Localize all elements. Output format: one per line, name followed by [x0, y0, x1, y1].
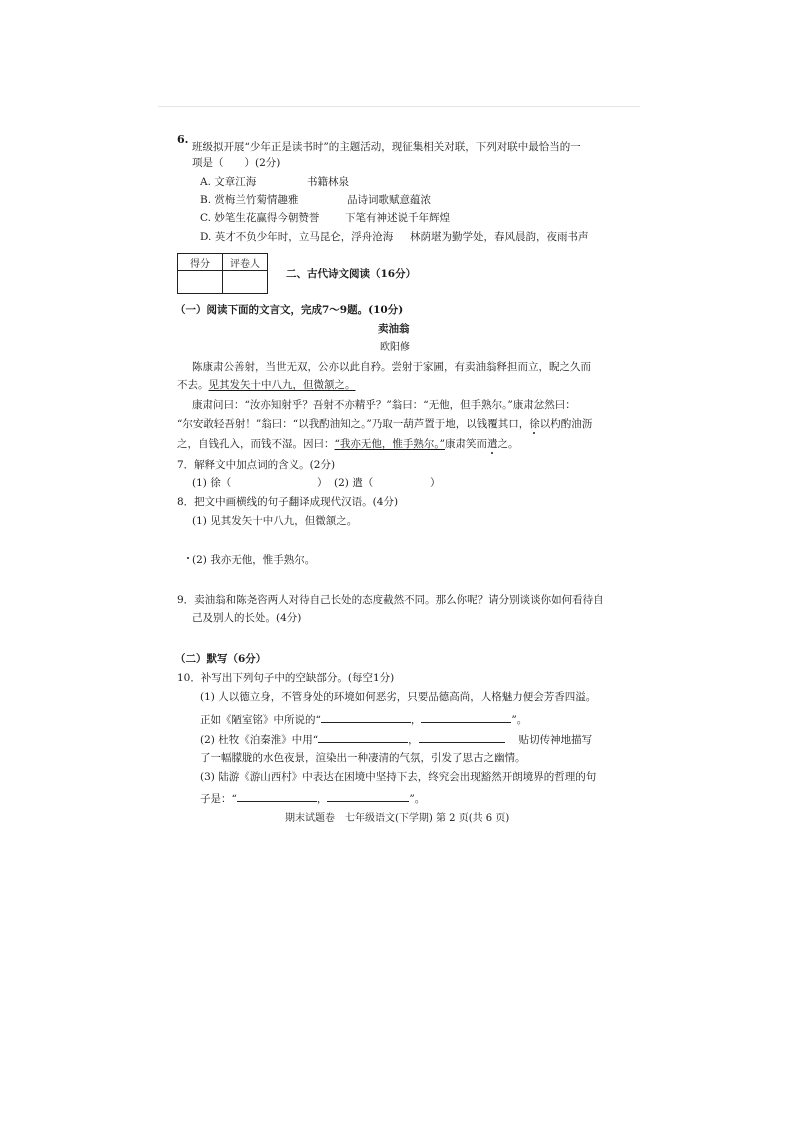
grader-header: 评卷人	[223, 254, 268, 271]
blank-4[interactable]	[419, 731, 505, 743]
q10-line6-text: 子是：“	[200, 793, 237, 805]
q9-line2: 己及别人的长处。(4分)	[192, 612, 302, 624]
page-footer: 期末试题卷 七年级语文(下学期) 第 2 页(共 6 页)	[285, 813, 510, 824]
q6-option-b-right: 品诗词歌赋意蕴浓	[347, 194, 431, 206]
blank-5[interactable]	[237, 790, 317, 802]
blank-2[interactable]	[421, 711, 511, 723]
q8-sentence-1: (1) 见其发矢十中八九，但微颔之。	[192, 515, 358, 527]
part1-header: （一）阅读下面的文言文，完成7～9题。(10分)	[175, 304, 404, 316]
passage-title: 卖油翁	[378, 323, 410, 335]
blank-comma-1: ，	[410, 714, 422, 726]
passage-author: 欧阳修	[380, 342, 410, 353]
q6-option-d: D. 英才不负少年时，立马昆仑，浮舟沧海	[200, 231, 394, 243]
q6-number: 6.	[177, 133, 189, 146]
q10-line4: 了一幅朦胧的水色夜景，渲染出一种凄清的气氛，引发了思古之幽情。	[200, 752, 526, 764]
q8-stem: 8．把文中画横线的句子翻译成现代汉语。(4分)	[177, 496, 399, 508]
q6-option-b: B. 赏梅兰竹菊情趣雅	[200, 194, 299, 206]
blank-close-1: ”。	[511, 714, 528, 726]
q9-line1: 9．卖油翁和陈尧咨两人对待自己长处的态度截然不同。那么你呢？请分别谈谈你如何看待自	[177, 594, 604, 606]
blank-comma-3: ，	[316, 793, 328, 805]
blank-close-3: ”。	[409, 793, 426, 805]
blank-1[interactable]	[321, 711, 411, 723]
q7-stem: 7．解释文中加点词的含义。(2分)	[177, 459, 336, 471]
q10-line3-text: (2) 杜牧《泊秦淮》中用“	[200, 734, 319, 746]
score-header: 得分	[178, 254, 223, 271]
blank-3[interactable]	[318, 731, 408, 743]
passage-p3-mid: 康肃笑而	[445, 438, 487, 450]
underlined-sentence-1: 见其发矢十中八九，但微颔之。	[208, 379, 356, 391]
passage-p1-line2	[177, 378, 356, 392]
q6-option-d-right: 林荫堪为勤学处，春风晨韵，夜雨书声	[410, 231, 589, 243]
score-table	[177, 253, 268, 294]
blank-6[interactable]	[327, 790, 409, 802]
q10-line1: (1) 人以德立身，不管身处的环境如何恶劣，只要品德高尚，人格魅力便会芳香四溢。	[200, 691, 597, 703]
q6-stem-line1: 班级拟开展“少年正是读书时”的主题活动，现征集相关对联，下列对联中最恰当的一	[192, 141, 581, 153]
q6-stem-line2: 项是（ ）(2分)	[192, 157, 281, 169]
q10-line6	[200, 790, 425, 806]
passage-p1-pre: 不去。	[177, 379, 209, 391]
passage-p2-line1: 康肃问曰：“汝亦知射乎？吾射不亦精乎？”翁曰：“无他，但手熟尔。”康肃忿然曰：	[192, 399, 576, 411]
q7-item2: (2) 遣（	[334, 477, 374, 489]
part2-header: （二）默写（6分）	[175, 653, 267, 665]
q7-item2-close: ）	[430, 477, 441, 489]
dotted-word-qian: 遣	[487, 438, 498, 450]
passage-p1-line1: 陈康肃公善射，当世无双，公亦以此自矜。尝射于家圃，有卖油翁释担而立，睨之久而	[192, 361, 591, 373]
q10-stem: 10．补写出下列句子中的空缺部分。(每空1分)	[177, 672, 395, 684]
q8-sentence-2: (2) 我亦无他，惟手熟尔。	[192, 554, 316, 566]
q7-item1: (1) 徐（	[192, 477, 232, 489]
q7-item1-close: ）	[317, 477, 328, 489]
passage-p2-post: 以杓酌油沥	[539, 418, 593, 430]
passage-p3-post: 之。	[497, 438, 519, 450]
grader-cell[interactable]	[223, 271, 268, 294]
passage-p2-line3	[177, 437, 519, 451]
scan-mark	[187, 557, 189, 559]
passage-p2-pre: “尔安敢轻吾射！”翁曰：“以我酌油知之。”乃取一葫芦置于地，以钱覆其口，	[177, 418, 530, 430]
underlined-sentence-2: “我亦无他，惟手熟尔。”	[334, 438, 445, 450]
blank-comma-2: ，	[408, 734, 419, 746]
passage-p3-pre: 之，自钱孔入，而钱不湿。因曰：	[177, 438, 335, 450]
q10-line2-text: 正如《陋室铭》中所说的“	[200, 714, 321, 726]
q10-line5: (3) 陆游《游山西村》中表达在困境中坚持下去，终究会出现豁然开朗境界的哲理的句	[200, 771, 597, 783]
q10-line2	[200, 711, 527, 727]
q10-line3	[200, 731, 592, 747]
q6-option-a-right: 书籍林泉	[307, 176, 349, 188]
q6-option-c: C. 妙笔生花赢得今朝赞誉	[200, 212, 320, 224]
q6-option-a: A. 文章江海	[200, 176, 257, 188]
section2-title: 二、古代诗文阅读（16分）	[286, 268, 417, 280]
score-cell[interactable]	[178, 271, 223, 294]
passage-p2-line2	[177, 417, 592, 431]
q10-line3-tail: 贴切传神地描写	[518, 734, 593, 746]
q6-option-c-right: 下笔有神述说千年辉煌	[345, 212, 450, 224]
dotted-word-xu: 徐	[529, 418, 540, 430]
scan-edge	[158, 106, 640, 107]
